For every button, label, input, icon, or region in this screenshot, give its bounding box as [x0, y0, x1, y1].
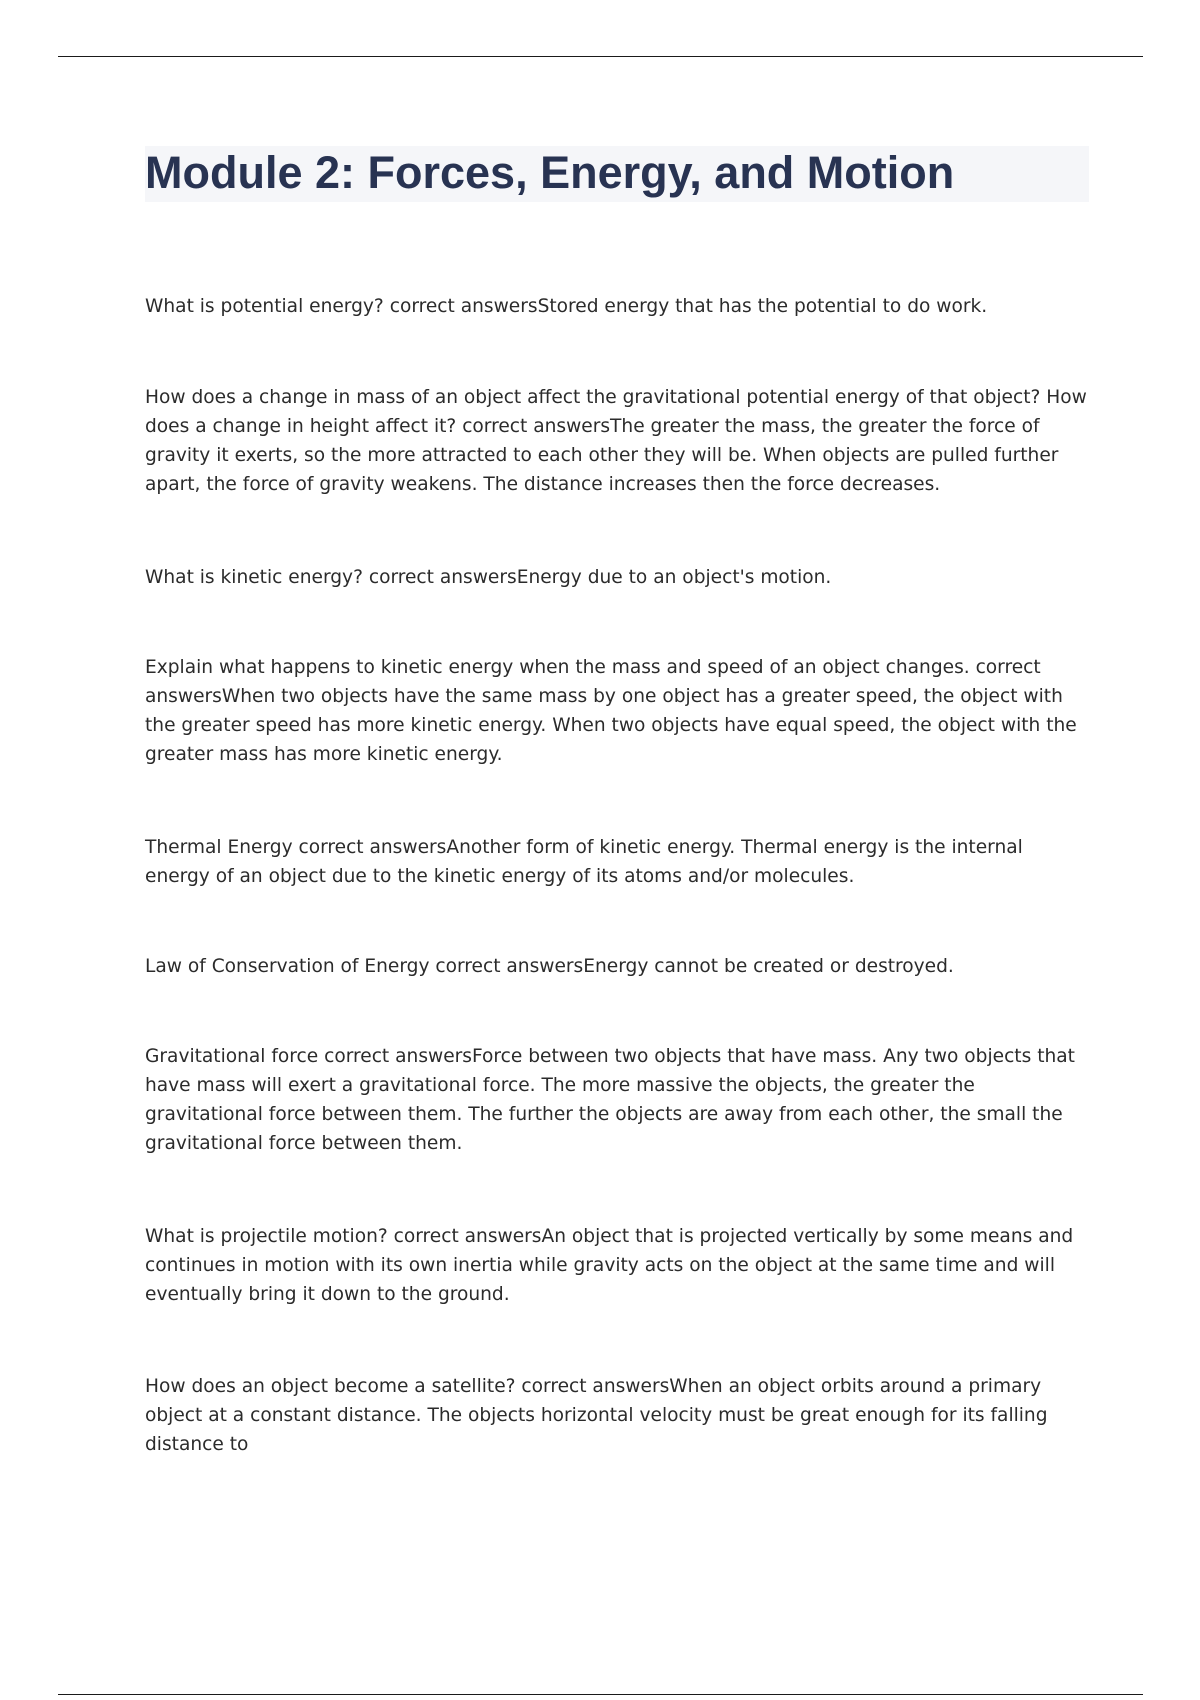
header-rule	[58, 56, 1143, 57]
qa-entry-thermal-energy: Thermal Energy correct answersAnother form of kinetic energy. Thermal energy is the internal energy of an object due to the kinetic energy of its atoms and/or molecules.	[145, 837, 1023, 887]
qa-entry-satellite: How does an object become a satellite? correct answersWhen an object orbits around a primary object at a constant distance. The objects horizontal velocity must be great enough for its falling distance to	[145, 1376, 1048, 1455]
qa-entry-potential-energy: What is potential energy? correct answersStored energy that has the potential to do work.	[145, 296, 988, 317]
qa-entry-conservation-energy: Law of Conservation of Energy correct answersEnergy cannot be created or destroyed.	[145, 956, 954, 977]
footer-rule	[58, 1694, 1143, 1695]
qa-entry-gravitational-force: Gravitational force correct answersForce between two objects that have mass. Any two objects that have mass will exert a gravitational force. The more massive the objects, the greater the gravitational force between them. The further the objects are away from each other, the small the gravitational force between them.	[145, 1046, 1075, 1154]
qa-entry-kinetic-mass-speed: Explain what happens to kinetic energy when the mass and speed of an object changes. correct answersWhen two objects have the same mass by one object has a greater speed, the object with the greater speed has more kinetic energy. When two objects have equal speed, the object with the greater mass has more kinetic energy.	[145, 657, 1077, 765]
qa-entry-mass-height: How does a change in mass of an object affect the gravitational potential energy of that object? How does a change in height affect it? correct answersThe greater the mass, the greater the force of gravity it exerts, so the more attracted to each other they will be. When objects are pulled further apart, the force of gravity weakens. The distance increases then the force decreases.	[145, 387, 1087, 495]
page-title: Module 2: Forces, Energy, and Motion	[145, 147, 955, 198]
qa-entry-projectile-motion: What is projectile motion? correct answersAn object that is projected vertically by some means and continues in motion with its own inertia while gravity acts on the object at the same time and will eventually bring it down to the ground.	[145, 1226, 1074, 1305]
qa-entry-kinetic-energy: What is kinetic energy? correct answersEnergy due to an object's motion.	[145, 567, 832, 588]
